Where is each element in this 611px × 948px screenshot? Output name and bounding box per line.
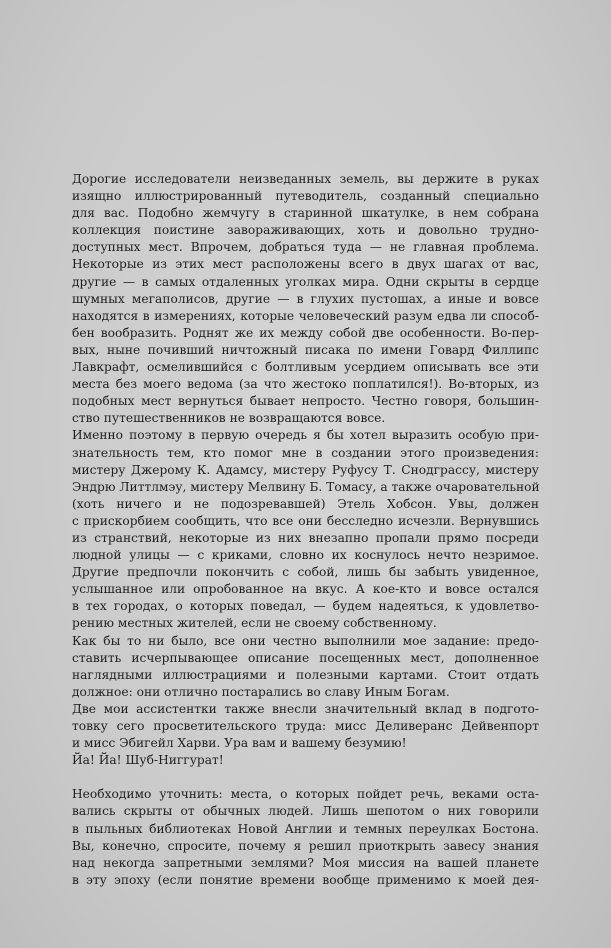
text-line: другие — в самых отдаленных уголках мира. Одни скрыты в сердце bbox=[72, 274, 539, 289]
text-line: Йа! Йа! Шуб-Ниггурат! bbox=[72, 753, 224, 768]
paragraph-intro bbox=[72, 171, 539, 427]
text-line: услышанное или опробованное на вкус. А кое-кто и вовсе остался bbox=[72, 582, 539, 597]
text-line: ство путешественников не возвращаются вовсе. bbox=[72, 411, 386, 426]
text-line: Вы, конечно, спросите, почему я решил приоткрыть завесу знания bbox=[72, 838, 539, 853]
text-line: над некогда запретными землями? Моя миссия на вашей планете bbox=[72, 855, 539, 870]
text-line: Как бы то ни было, все они честно выполнили мое задание: предо- bbox=[72, 633, 539, 648]
text-line: Другие предпочли покончить с собой, лишь бы забыть увиденное, bbox=[72, 565, 539, 580]
body-text bbox=[72, 171, 539, 889]
text-line: с прискорбием сообщить, что все они бесследно исчезли. Вернувшись bbox=[72, 513, 539, 528]
text-line: (хоть ничего и не подозревавшей) Этель Хобсон. Увы, должен bbox=[72, 496, 539, 511]
text-line: коллекция поистине завораживающих, хоть и довольно трудно- bbox=[72, 223, 539, 238]
text-line: находятся в измерениях, которые человеческий разум едва ли способ- bbox=[72, 308, 539, 323]
text-line: Именно поэтому в первую очередь я бы хотел выразить особую при- bbox=[72, 428, 539, 443]
text-line: подобных мест вернуться бывает непросто. Честно говоря, большин- bbox=[72, 394, 539, 409]
paragraph-clarification bbox=[72, 786, 539, 889]
text-line: в пыльных библиотеках Новой Англии и темных переулках Бостона. bbox=[72, 821, 539, 836]
text-line: для вас. Подобно жемчугу в старинной шкатулке, в нем собрана bbox=[72, 206, 539, 221]
text-line: доступных мест. Впрочем, добраться туда — не главная проблема. bbox=[72, 240, 539, 255]
text-line: мистеру Джерому К. Адамсу, мистеру Руфусу Т. Снодграссу, мистеру bbox=[72, 462, 539, 477]
text-line: должное: они отлично постарались во славу Иным Богам. bbox=[72, 684, 450, 699]
text-line: бен вообразить. Роднят же их между собой две особенности. Во-пер- bbox=[72, 325, 539, 340]
text-line: из странствий, некоторые из них внезапно пропали прямо посреди bbox=[72, 530, 539, 545]
paragraph-task bbox=[72, 633, 539, 701]
text-line: людной улицы — с криками, словно их коснулось нечто незримое. bbox=[72, 548, 539, 563]
text-line: ставить исчерпывающее описание посещенных мест, дополненное bbox=[72, 650, 539, 665]
text-line: Лавкрафт, осмелившийся с болтливым усердием описывать все эти bbox=[72, 360, 539, 375]
text-line: и мисс Эбигейл Харви. Ура вам и вашему безумию! bbox=[72, 736, 407, 751]
text-line: вых, ныне почивший ничтожный писака по имени Говард Филлипс bbox=[72, 342, 539, 357]
text-line: Дорогие исследователи неизведанных земель, вы держите в руках bbox=[72, 172, 539, 186]
text-line: Некоторые из этих мест расположены всего в двух шагах от вас, bbox=[72, 257, 539, 272]
text-line: изящно иллюстрированный путеводитель, созданный специально bbox=[72, 189, 539, 204]
text-line: рению местных жителей, если не своему собственному. bbox=[72, 616, 437, 631]
text-line: товку сего просветительского труда: мисс Деливеранс Дейвенпорт bbox=[72, 719, 539, 733]
text-line: наглядными иллюстрациями и полезными картами. Стоит отдать bbox=[72, 667, 539, 682]
text-line: Две мои ассистентки также внесли значительный вклад в подгото- bbox=[72, 701, 539, 716]
text-line: шумных мегаполисов, другие — в глухих пустошах, а иные и вовсе bbox=[72, 291, 539, 306]
text-line: Необходимо уточнить: места, о которых пойдет речь, веками оста- bbox=[72, 787, 539, 802]
text-line: в тех городах, о которых поведал, — будем надеяться, к удовлетво- bbox=[72, 599, 539, 614]
text-line: вались скрыты от обычных людей. Лишь шепотом о них говорили bbox=[72, 804, 539, 819]
paragraph-exclamation bbox=[72, 752, 539, 769]
paragraph-spacer bbox=[72, 769, 539, 786]
text-line: Эндрю Литтлмэу, мистеру Мелвину Б. Томасу, а также очаровательной bbox=[72, 479, 540, 494]
text-line: знательность тем, кто помог мне в создании этого произведения: bbox=[72, 445, 539, 460]
text-line: в эту эпоху (если понятие времени вообще применимо к моей дея- bbox=[72, 872, 539, 887]
paragraph-assistants bbox=[72, 701, 539, 752]
paragraph-gratitude bbox=[72, 427, 539, 632]
text-line: места без моего ведома (за что жестоко поплатился!). Во-вторых, из bbox=[72, 377, 539, 392]
